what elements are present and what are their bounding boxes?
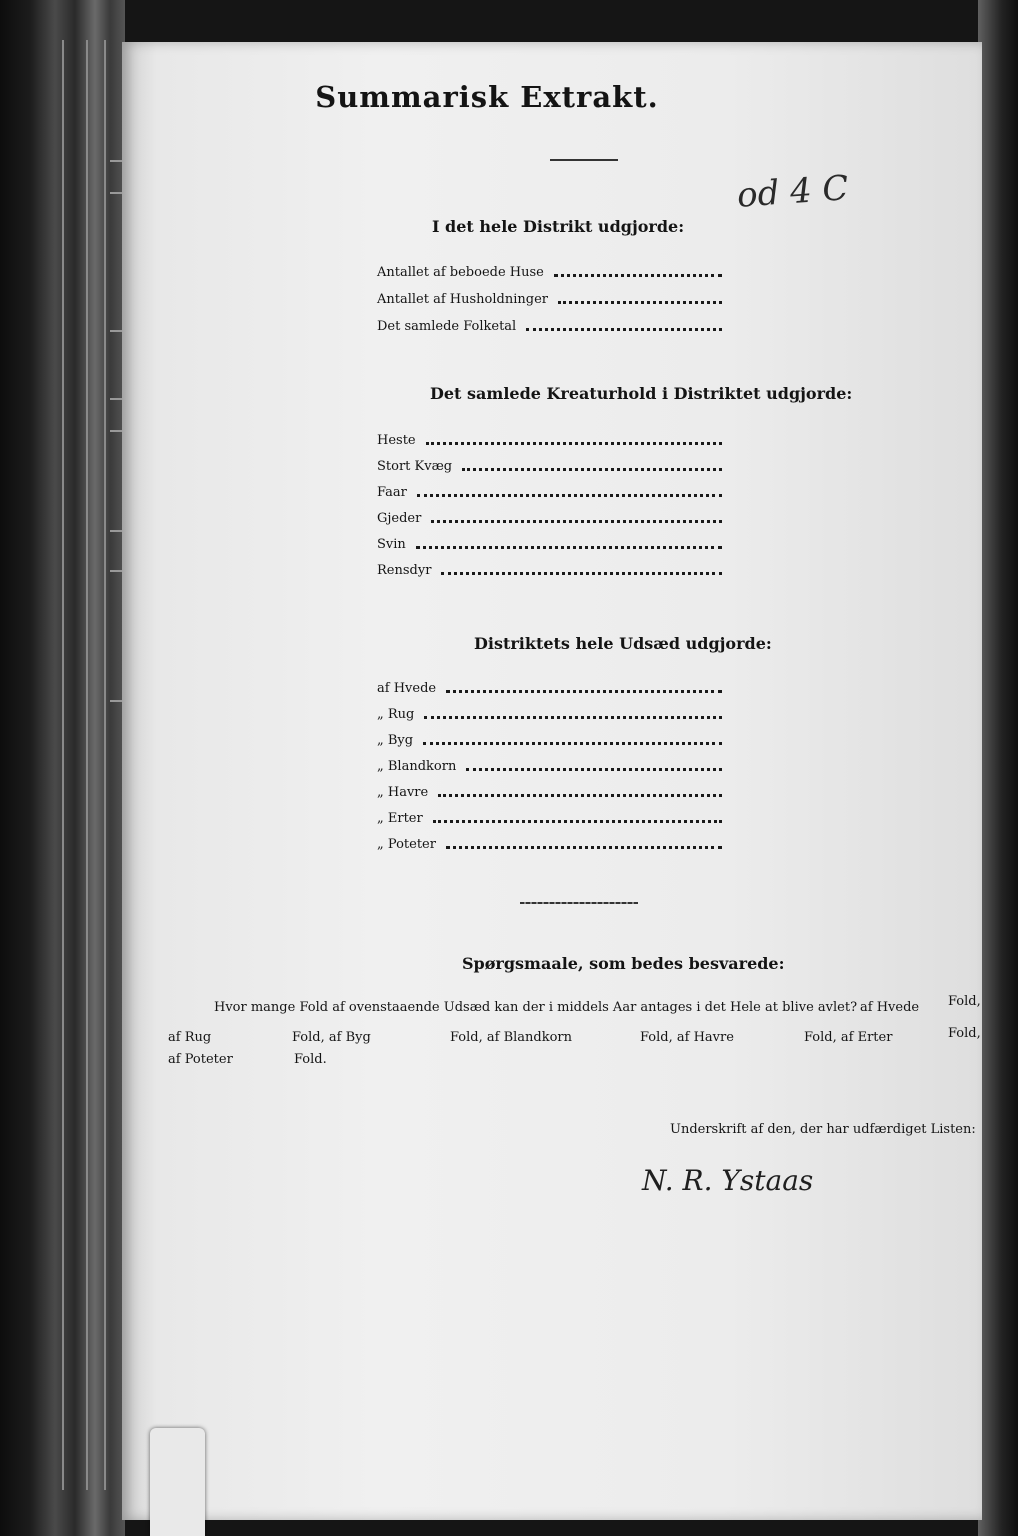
list-item: [377, 530, 722, 552]
question-fold-end: Fold,: [948, 1026, 981, 1041]
question-fold-last: Fold.: [294, 1052, 327, 1067]
list-item: [377, 804, 722, 826]
list-item: [377, 452, 722, 474]
question-fold-byg: Fold, af Byg: [292, 1030, 371, 1045]
dotted-leader: [526, 320, 722, 331]
book-right-edge: [978, 0, 1018, 1536]
question-hvede: af Hvede: [860, 1000, 920, 1015]
question-line-1: Hvor mange Fold af ovenstaaende Udsæd kan der i middels Aar antages i det Hele at blive avlet?: [214, 1000, 858, 1015]
page-edge-tick: [110, 570, 122, 572]
question-fold-blandkorn: Fold, af Blandkorn: [450, 1030, 573, 1045]
document-page: [122, 42, 982, 1520]
item-label: „ Poteter: [377, 837, 436, 852]
page-edge-tick: [110, 330, 122, 332]
question-rug: af Rug: [168, 1030, 212, 1045]
page-edge-tick: [110, 530, 122, 532]
item-label: Rensdyr: [377, 563, 432, 578]
list-item: [377, 700, 722, 722]
dotted-leader: [462, 460, 722, 471]
list-item: [377, 778, 722, 800]
item-label: Antallet af beboede Huse: [377, 265, 544, 280]
item-label: af Hvede: [377, 681, 437, 696]
list-item: [377, 504, 722, 526]
page-edge-tick: [110, 160, 122, 162]
list-item: [377, 726, 722, 748]
list-item: [377, 752, 722, 774]
handwritten-note: od 4 C: [735, 168, 850, 216]
list-item: [377, 830, 722, 852]
list-item: [377, 312, 722, 334]
item-label: Gjeder: [377, 511, 422, 526]
item-label: Det samlede Folketal: [377, 319, 517, 334]
page-edge-line: [104, 40, 106, 1490]
item-label: Faar: [377, 485, 407, 500]
item-label: Stort Kvæg: [377, 459, 453, 474]
dotted-leader: [423, 734, 722, 745]
question-fold: Fold,: [948, 994, 981, 1009]
dotted-leader: [466, 760, 722, 771]
list-item: [377, 426, 722, 448]
dotted-leader: [558, 293, 722, 304]
question-fold-erter: Fold, af Erter: [804, 1030, 893, 1045]
page-edge-tick: [110, 192, 122, 194]
dotted-leader: [431, 512, 722, 523]
dotted-leader: [446, 682, 722, 693]
list-item: [377, 556, 722, 578]
question-fold-havre: Fold, af Havre: [640, 1030, 734, 1045]
page-edge-tick: [110, 398, 122, 400]
title-divider: [550, 159, 618, 161]
item-label: „ Blandkorn: [377, 759, 457, 774]
handwritten-signature: N. R. Ystaas: [642, 1164, 814, 1197]
item-label: „ Erter: [377, 811, 423, 826]
list-item: [377, 285, 722, 307]
item-label: „ Havre: [377, 785, 429, 800]
questions-heading: Spørgsmaale, som bedes besvarede:: [462, 954, 785, 973]
dotted-leader: [433, 812, 722, 823]
item-label: Antallet af Husholdninger: [377, 292, 548, 307]
dotted-leader: [416, 538, 722, 549]
signature-label: Underskrift af den, der har udfærdiget Listen:: [670, 1122, 976, 1137]
dotted-leader: [426, 434, 722, 445]
page-title: Summarisk Extrakt.: [315, 80, 659, 114]
section-heading-sowing: Distriktets hele Udsæd udgjorde:: [474, 634, 772, 653]
dotted-leader: [554, 266, 722, 277]
page-bookmark-tab: [150, 1428, 205, 1536]
section-divider: [520, 902, 638, 904]
section-heading-district: I det hele Distrikt udgjorde:: [432, 217, 685, 236]
page-edge-tick: [110, 700, 122, 702]
page-edge-line: [62, 40, 64, 1490]
dotted-leader: [446, 838, 722, 849]
item-label: Heste: [377, 433, 416, 448]
page-edge-line: [86, 40, 88, 1490]
page-edge-tick: [110, 430, 122, 432]
question-poteter: af Poteter: [168, 1052, 233, 1067]
dotted-leader: [417, 486, 722, 497]
item-label: „ Rug: [377, 707, 415, 722]
list-item: [377, 674, 722, 696]
item-label: „ Byg: [377, 733, 414, 748]
dotted-leader: [424, 708, 722, 719]
dotted-leader: [438, 786, 722, 797]
list-item: [377, 258, 722, 280]
dotted-leader: [441, 564, 722, 575]
list-item: [377, 478, 722, 500]
section-heading-livestock: Det samlede Kreaturhold i Distriktet udgjorde:: [430, 384, 853, 403]
item-label: Svin: [377, 537, 406, 552]
